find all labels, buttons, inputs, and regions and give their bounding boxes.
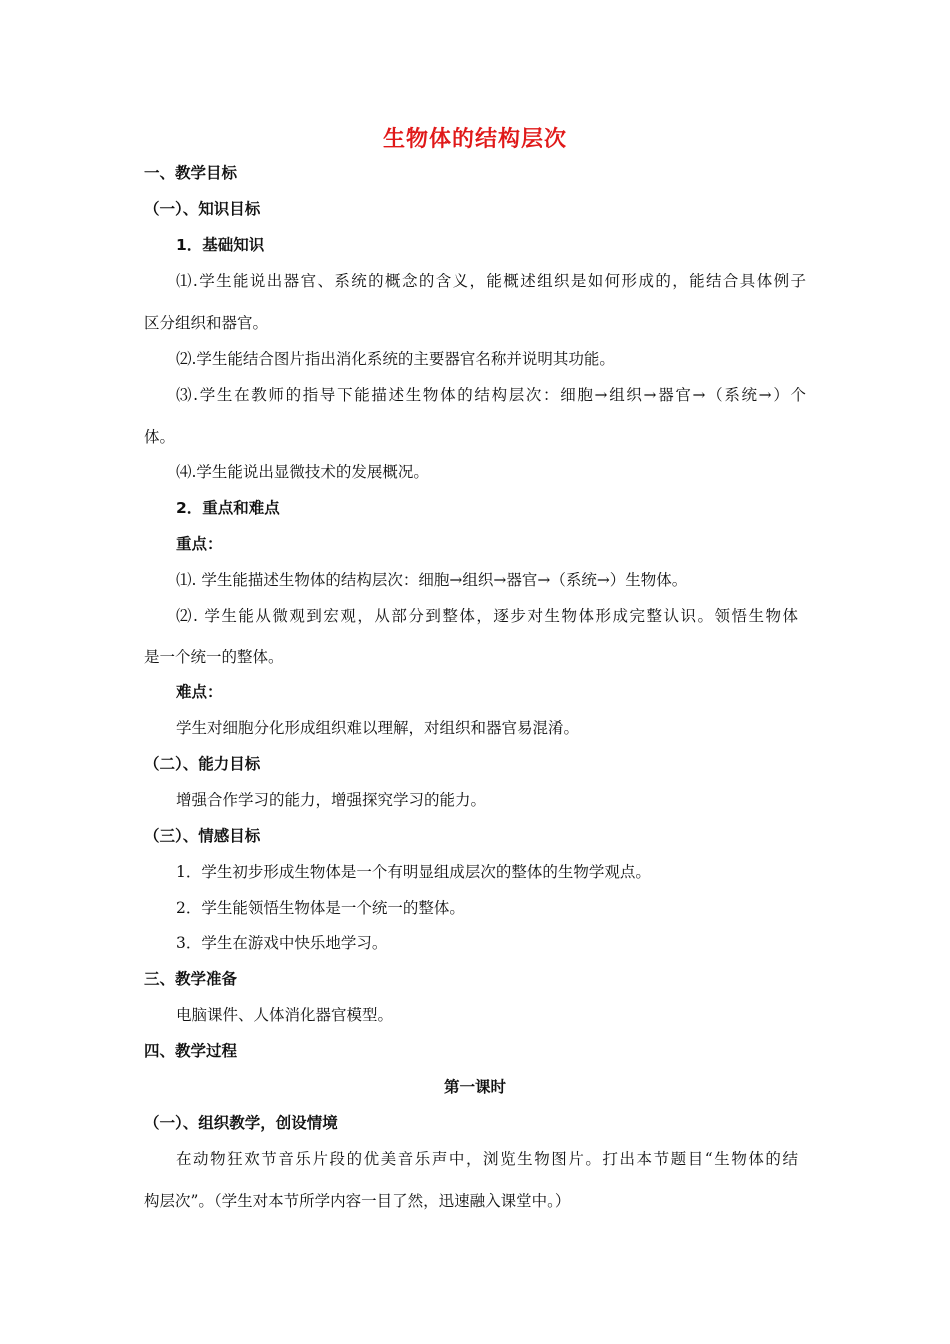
paragraph-line: ⑶.学生在教师的指导下能描述生物体的结构层次：细胞→组织→器官→（系统→）个 bbox=[176, 386, 806, 404]
paragraph-line: 体。 bbox=[144, 428, 176, 446]
heading-knowledge-goals: （一）、知识目标 bbox=[144, 200, 261, 218]
paragraph-line: ⑵. 学生能从微观到宏观，从部分到整体，逐步对生物体形成完整认识。领悟生物体 bbox=[176, 607, 798, 625]
heading-first-lesson: 第一课时 bbox=[443, 1078, 506, 1096]
heading-key-points: 2．重点和难点 bbox=[176, 499, 280, 517]
list-item: 2．学生能领悟生物体是一个统一的整体。 bbox=[176, 899, 465, 917]
paragraph-line: 构层次”。（学生对本节所学内容一目了然，迅速融入课堂中。） bbox=[144, 1192, 571, 1210]
heading-basic-knowledge: 1．基础知识 bbox=[176, 236, 265, 254]
document-title: 生物体的结构层次 bbox=[382, 127, 567, 152]
heading-emotion-goals: （三）、情感目标 bbox=[144, 827, 261, 845]
heading-organize-teaching: （一）、组织教学，创设情境 bbox=[144, 1114, 338, 1132]
paragraph-line: 学生对细胞分化形成组织难以理解，对组织和器官易混淆。 bbox=[176, 719, 580, 737]
label-difficult-point: 难点： bbox=[176, 683, 223, 701]
heading-teaching-goals: 一、教学目标 bbox=[144, 164, 238, 182]
paragraph-line: 在动物狂欢节音乐片段的优美音乐声中，浏览生物图片。打出本节题目“生物体的结 bbox=[176, 1150, 798, 1168]
heading-ability-goals: （二）、能力目标 bbox=[144, 755, 261, 773]
paragraph-line: ⑵.学生能结合图片指出消化系统的主要器官名称并说明其功能。 bbox=[176, 350, 615, 368]
list-item: 1．学生初步形成生物体是一个有明显组成层次的整体的生物学观点。 bbox=[176, 863, 651, 881]
paragraph-line: ⑷.学生能说出显微技术的发展概况。 bbox=[176, 463, 429, 481]
paragraph-line: ⑴.学生能说出器官、系统的概念的含义，能概述组织是如何形成的，能结合具体例子 bbox=[176, 272, 806, 290]
paragraph-line: 增强合作学习的能力，增强探究学习的能力。 bbox=[176, 791, 487, 809]
paragraph-line: 区分组织和器官。 bbox=[144, 314, 269, 332]
list-item: 3．学生在游戏中快乐地学习。 bbox=[176, 934, 388, 952]
label-key-point: 重点： bbox=[176, 535, 223, 553]
paragraph-line: 是一个统一的整体。 bbox=[144, 648, 284, 666]
heading-teaching-process: 四、教学过程 bbox=[144, 1042, 238, 1060]
heading-teaching-preparation: 三、教学准备 bbox=[144, 970, 238, 988]
paragraph-line: ⑴. 学生能描述生物体的结构层次：细胞→组织→器官→（系统→）生物体。 bbox=[176, 571, 688, 589]
paragraph-line: 电脑课件、人体消化器官模型。 bbox=[176, 1006, 394, 1024]
